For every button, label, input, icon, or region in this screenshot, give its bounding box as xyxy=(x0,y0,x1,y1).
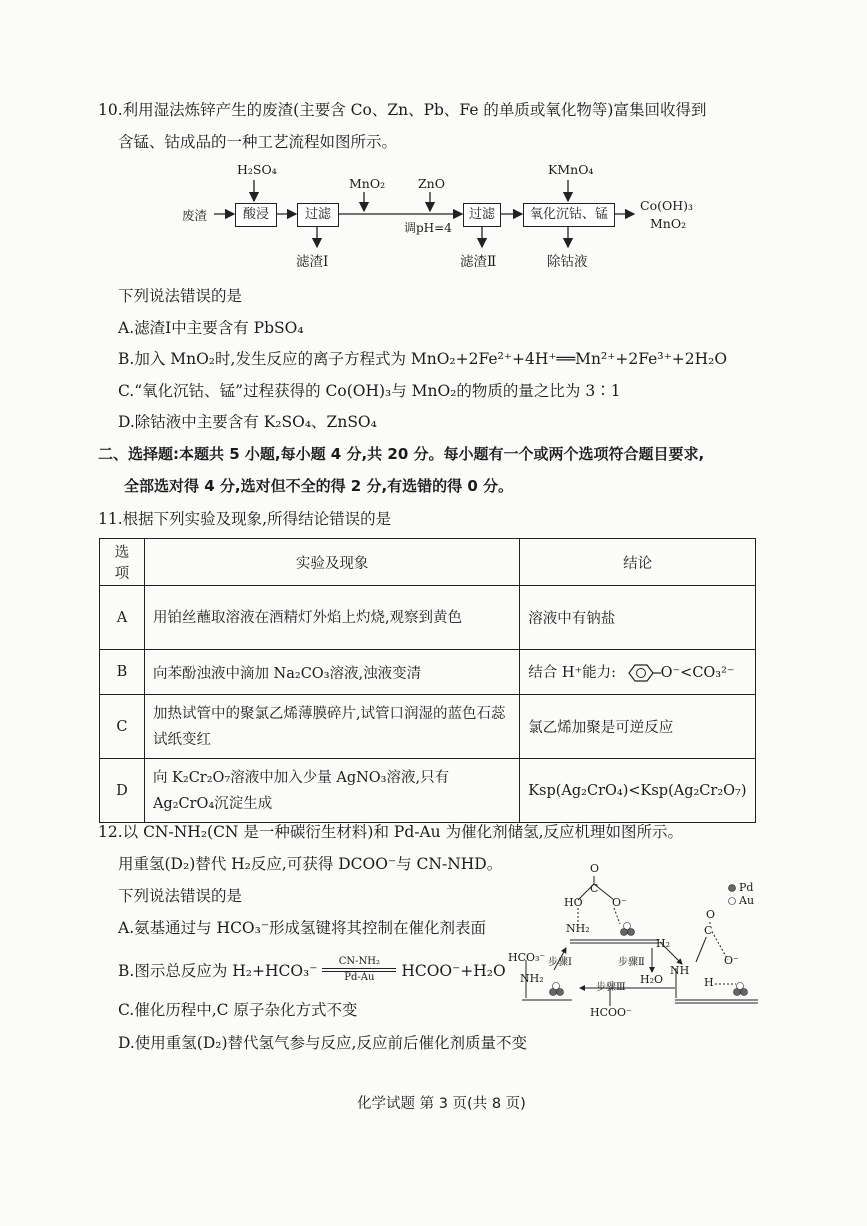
option-b-left: B.图示总反应为 H₂+HCO₃⁻ xyxy=(118,962,318,980)
header-experiment: 实验及现象 xyxy=(144,539,519,586)
mech-hcoo: HCOO⁻ xyxy=(590,1006,632,1019)
mech-o-minus: O⁻ xyxy=(612,896,627,909)
q12-stem-line1: 12.以 CN-NH₂(CN 是一种碳衍生材料)和 Pd-Au 为催化剂储氢,反应机理如图所示。 xyxy=(98,823,684,841)
cell-option: D xyxy=(100,759,145,823)
header-option: 选项 xyxy=(100,539,145,586)
flow-product-cooh3: Co(OH)₃ xyxy=(640,198,694,213)
reaction-arrow xyxy=(322,956,396,984)
legend-au: Au xyxy=(739,894,755,907)
table-row xyxy=(100,695,756,759)
table-row xyxy=(100,586,756,650)
cell-experiment: 加热试管中的聚氯乙烯薄膜碎片,试管口润湿的蓝色石蕊试纸变红 xyxy=(144,695,519,759)
flow-step-oxidize: 氧化沉钴、锰 xyxy=(523,203,615,227)
flow-product-mno2: MnO₂ xyxy=(650,216,687,231)
cell-conclusion: Ksp(Ag₂CrO₄)<Ksp(Ag₂Cr₂O₇) xyxy=(520,759,756,823)
q10-option-b: B.加入 MnO₂时,发生反应的离子方程式为 MnO₂+2Fe²⁺+4H⁺══Mn²⁺+2Fe³⁺+2H₂O xyxy=(118,350,728,368)
q10-option-d: D.除钴液中主要含有 K₂SO₄、ZnSO₄ xyxy=(118,413,377,431)
table-header-row xyxy=(100,539,756,586)
flow-reagent-h2so4: H₂SO₄ xyxy=(237,162,277,177)
q12-option-d: D.使用重氢(D₂)替代氢气参与反应,反应前后催化剂质量不变 xyxy=(118,1034,527,1052)
q11-experiment-table xyxy=(99,538,756,823)
q10-question: 下列说法错误的是 xyxy=(118,287,243,305)
q12-option-b xyxy=(118,958,506,986)
flow-residue-1: 滤渣Ⅰ xyxy=(296,254,329,270)
au-legend-icon xyxy=(729,898,736,905)
flow-reagent-mno2: MnO₂ xyxy=(349,176,386,191)
pd-legend-icon xyxy=(729,885,736,892)
conclusion-text: 结合 H⁺能力: xyxy=(528,665,617,681)
mech-h: H xyxy=(704,976,714,989)
mechanism-diagram xyxy=(500,860,770,1020)
q12-question: 下列说法错误的是 xyxy=(118,887,243,905)
catalyst-above: CN-NH₂ xyxy=(338,956,381,967)
cell-experiment: 用铂丝蘸取溶液在酒精灯外焰上灼烧,观察到黄色 xyxy=(144,586,519,650)
cell-conclusion xyxy=(520,650,756,695)
legend-pd: Pd xyxy=(739,881,754,894)
flow-step-filter-1: 过滤 xyxy=(297,203,339,227)
flow-filtrate: 除钴液 xyxy=(547,254,588,270)
section2-instructions-line2: 全部选对得 4 分,选对但不全的得 2 分,有选错的得 0 分。 xyxy=(124,477,514,495)
mech-h2: H₂ xyxy=(656,937,671,950)
cell-conclusion: 氯乙烯加聚是可逆反应 xyxy=(520,695,756,759)
flow-reagent-zno: ZnO xyxy=(418,176,445,191)
q12-stem-line2: 用重氢(D₂)替代 H₂反应,可获得 DCOO⁻与 CN-NHD。 xyxy=(118,855,503,873)
q11-stem: 11.根据下列实验及现象,所得结论错误的是 xyxy=(98,510,392,528)
q10-stem-line1: 10.利用湿法炼锌产生的废渣(主要含 Co、Zn、Pb、Fe 的单质或氧化物等)富集回收得到 xyxy=(98,101,707,119)
mech-hco3: HCO₃⁻ xyxy=(508,951,546,964)
cell-option: B xyxy=(100,650,145,695)
cell-conclusion: 溶液中有钠盐 xyxy=(520,586,756,650)
page-footer: 化学试题 第 3 页(共 8 页) xyxy=(357,1096,526,1112)
q10-option-a: A.滤渣Ⅰ中主要含有 PbSO₄ xyxy=(118,319,304,337)
mechanism-lines xyxy=(500,860,770,1020)
q12-option-a: A.氨基通过与 HCO₃⁻形成氢键将其控制在催化剂表面 xyxy=(118,919,487,937)
flow-input-waste: 废渣 xyxy=(182,208,208,223)
q12-option-c: C.催化历程中,C 原子杂化方式不变 xyxy=(118,1001,358,1019)
catalyst-below: Pd-Au xyxy=(344,972,375,983)
mech-h2o: H₂O xyxy=(640,973,664,986)
mech-nh2-left: NH₂ xyxy=(520,972,544,985)
cell-experiment: 向苯酚浊液中滴加 Na₂CO₃溶液,浊液变清 xyxy=(144,650,519,695)
benzene-ring-icon xyxy=(621,663,661,683)
mech-o-minus-right: O⁻ xyxy=(724,954,739,967)
cell-option: A xyxy=(100,586,145,650)
mech-step-1: 步骤Ⅰ xyxy=(548,957,572,968)
section2-instructions-line1: 二、选择题:本题共 5 小题,每小题 4 分,共 20 分。每小题有一个或两个选项符合题目要求, xyxy=(98,445,705,463)
mech-step-2: 步骤Ⅱ xyxy=(618,957,645,968)
flow-residue-2: 滤渣Ⅱ xyxy=(460,254,497,270)
q10-option-c: C.“氧化沉钴、锰”过程获得的 Co(OH)₃与 MnO₂的物质的量之比为 3∶1 xyxy=(118,382,621,400)
header-conclusion: 结论 xyxy=(520,539,756,586)
table-row xyxy=(100,650,756,695)
mech-nh: NH xyxy=(670,964,690,977)
flow-adjust-ph: 调pH=4 xyxy=(404,221,452,235)
conclusion-phenoxide-comparison: O⁻<CO₃²⁻ xyxy=(660,665,735,681)
mech-o-right: O xyxy=(706,908,716,921)
mech-ho: HO xyxy=(564,896,583,909)
mech-step-3: 步骤Ⅲ xyxy=(596,982,626,993)
cell-experiment: 向 K₂Cr₂O₇溶液中加入少量 AgNO₃溶液,只有 Ag₂CrO₄沉淀生成 xyxy=(144,759,519,823)
q10-stem-line2: 含锰、钴成品的一种工艺流程如图所示。 xyxy=(118,133,398,151)
flow-reagent-kmno4: KMnO₄ xyxy=(548,162,594,177)
cell-option: C xyxy=(100,695,145,759)
mech-o-top: O xyxy=(590,862,600,875)
flow-arrows xyxy=(0,0,867,280)
mech-carbon: C xyxy=(590,882,599,895)
mech-nh2-top: NH₂ xyxy=(566,922,590,935)
table-row xyxy=(100,759,756,823)
flow-step-filter-2: 过滤 xyxy=(463,203,501,227)
option-b-right: HCOO⁻+H₂O xyxy=(401,962,506,980)
mech-carbon-right: C xyxy=(704,924,713,937)
flow-step-acid-leach: 酸浸 xyxy=(235,203,277,227)
